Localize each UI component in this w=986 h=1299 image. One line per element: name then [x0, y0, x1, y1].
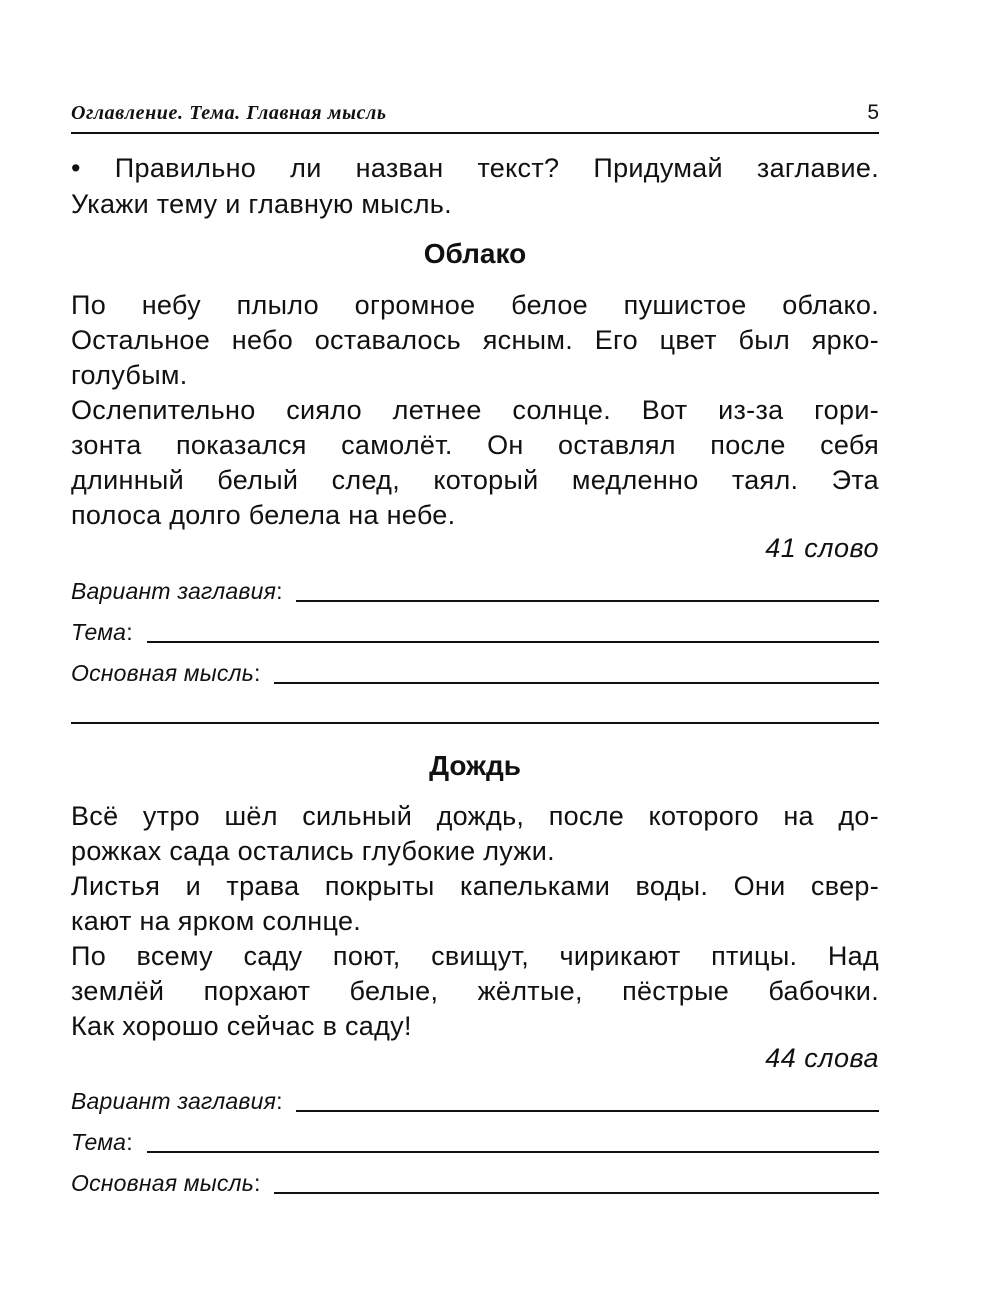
- answer-line[interactable]: [274, 1192, 879, 1194]
- text-line: рожках сада остались глубокие лужи.: [71, 836, 555, 866]
- story-text: [71, 288, 879, 533]
- answer-line[interactable]: [147, 1151, 879, 1153]
- text-line: Как хорошо сейчас в саду!: [71, 1011, 412, 1041]
- answer-line[interactable]: [296, 1110, 879, 1112]
- text-line: землёй порхают белые, жёлтые, пёстрые бабочки.: [71, 976, 879, 1006]
- running-header: [71, 98, 879, 134]
- field-colon: :: [254, 660, 261, 686]
- text-line: полоса долго белела на небе.: [71, 500, 456, 530]
- header-title: Оглавление. Тема. Главная мысль: [71, 102, 387, 124]
- instruction-line: Укажи тему и главную мысль.: [71, 189, 452, 219]
- text-line: Остальное небо оставалось ясным. Его цвет был ярко-: [71, 325, 879, 355]
- text-line: Ослепительно сияло летнее солнце. Вот из-за гори-: [71, 395, 879, 425]
- field-label: Вариант заглавия: [71, 578, 277, 604]
- field-colon: :: [276, 578, 283, 604]
- text-line: Всё утро шёл сильный дождь, после которого на до-: [71, 801, 879, 831]
- answer-line[interactable]: [296, 600, 879, 602]
- extra-answer-line[interactable]: [71, 722, 879, 724]
- title-variant-field[interactable]: [71, 1085, 879, 1115]
- task-instruction: [71, 150, 879, 222]
- word-count: 41 слово: [765, 533, 879, 563]
- field-label: Основная мысль: [71, 660, 255, 686]
- field-label: Тема: [71, 619, 127, 645]
- story-title: Дождь: [429, 750, 521, 781]
- text-line: голубым.: [71, 360, 188, 390]
- instruction-line: • Правильно ли назван текст? Придумай заглавие.: [71, 153, 879, 183]
- page-number: 5: [867, 101, 879, 124]
- main-idea-field[interactable]: [71, 1167, 879, 1197]
- answer-line[interactable]: [274, 682, 879, 684]
- topic-field[interactable]: [71, 616, 879, 646]
- story-text: [71, 799, 879, 1044]
- topic-field[interactable]: [71, 1126, 879, 1156]
- answer-line[interactable]: [147, 641, 879, 643]
- field-label: Тема: [71, 1129, 127, 1155]
- word-count: 44 слова: [765, 1043, 879, 1073]
- field-label: Вариант заглавия: [71, 1088, 277, 1114]
- text-line: зонта показался самолёт. Он оставлял после себя: [71, 430, 879, 460]
- field-label: Основная мысль: [71, 1170, 255, 1196]
- text-line: кают на ярком солнце.: [71, 906, 362, 936]
- text-line: По небу плыло огромное белое пушистое облако.: [71, 290, 879, 320]
- title-variant-field[interactable]: [71, 575, 879, 605]
- main-idea-field[interactable]: [71, 657, 879, 687]
- field-colon: :: [126, 1129, 133, 1155]
- field-colon: :: [254, 1170, 261, 1196]
- text-line: По всему саду поют, свищут, чирикают птицы. Над: [71, 941, 879, 971]
- field-colon: :: [276, 1088, 283, 1114]
- text-line: Листья и трава покрыты капельками воды. Они свер-: [71, 871, 879, 901]
- field-colon: :: [126, 619, 133, 645]
- text-line: длинный белый след, который медленно таял. Эта: [71, 465, 879, 495]
- story-title: Облако: [423, 238, 527, 269]
